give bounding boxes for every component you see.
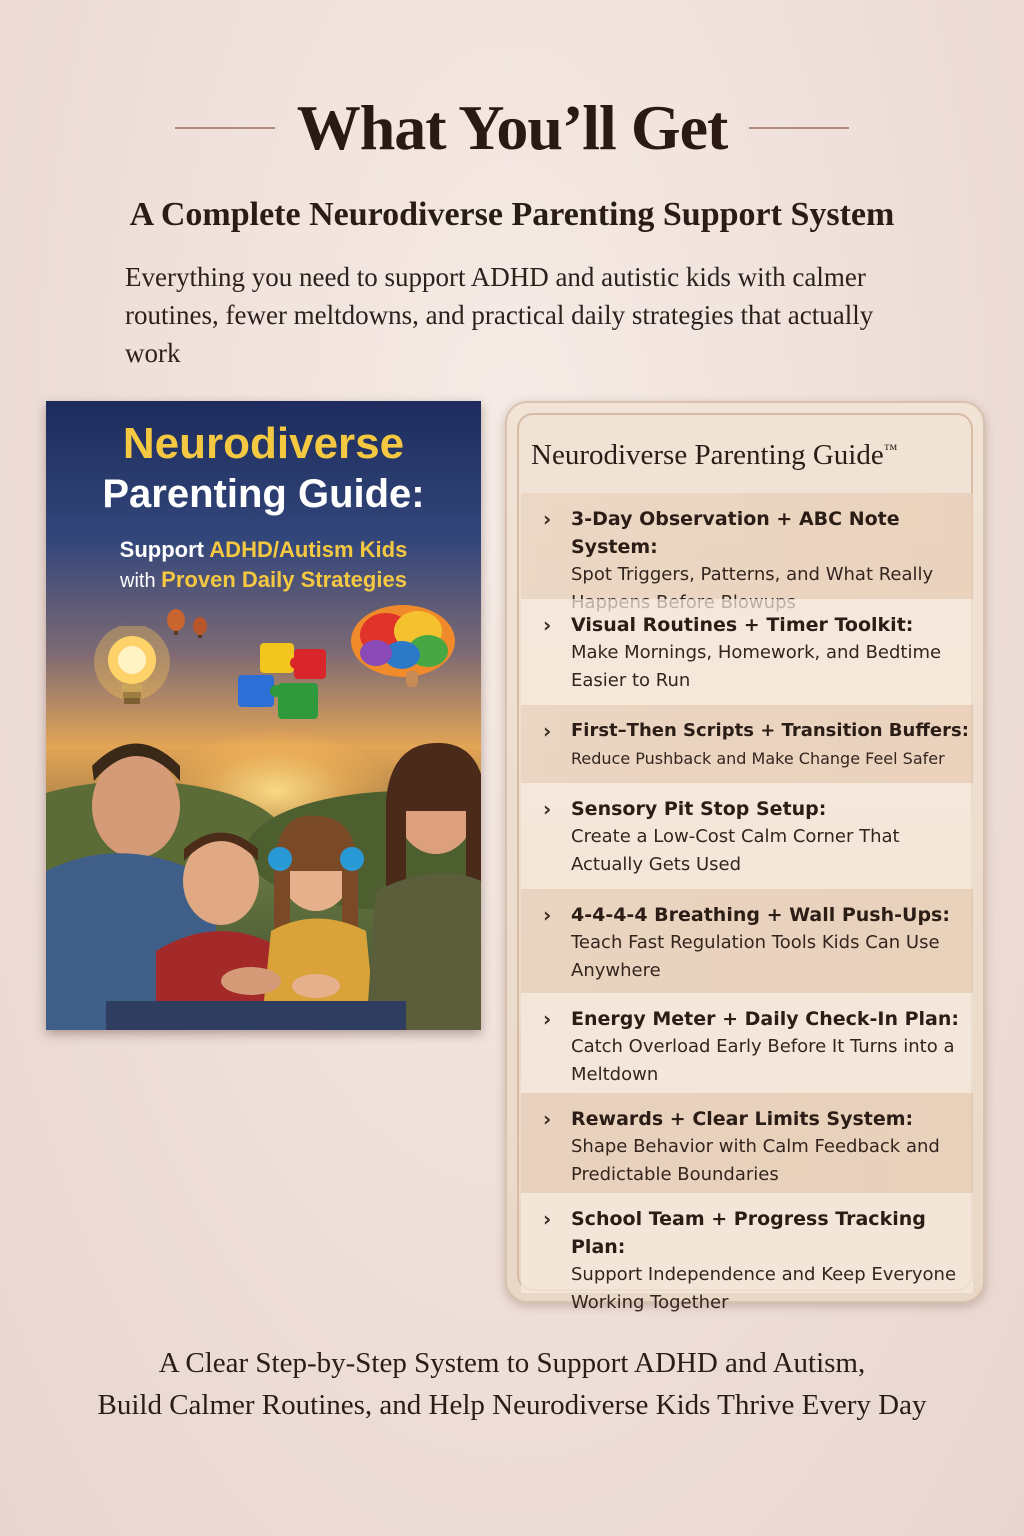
title-divider-left (175, 127, 275, 129)
item-description: Catch Overload Early Before It Turns into a Meltdown (571, 1036, 955, 1085)
cover-sub-part1: Support (119, 537, 210, 562)
item-heading: Energy Meter + Daily Check-In Plan: (571, 1008, 959, 1030)
cover-title-line1: Neurodiverse (122, 419, 405, 468)
card-title-text: Neurodiverse Parenting Guide (531, 439, 884, 471)
page-title: What You’ll Get (296, 92, 728, 163)
lightbulb-icon (92, 626, 172, 718)
item-description: Teach Fast Regulation Tools Kids Can Use Anywhere (571, 932, 940, 981)
rainbow-brain-icon (346, 601, 461, 691)
title-row (0, 78, 1024, 178)
footer-line1: A Clear Step-by-Step System to Support ADHD and Autism, (158, 1347, 866, 1379)
list-item (521, 783, 973, 889)
feature-list (521, 493, 973, 1313)
family-illustration (46, 721, 481, 1030)
item-heading: 4-4-4-4 Breathing + Wall Push-Ups: (571, 904, 950, 926)
list-item (521, 1093, 973, 1193)
item-description: Spot Triggers, Patterns, and What Really (571, 564, 934, 585)
chevron-right-icon: › (543, 1207, 552, 1231)
hot-air-balloons-icon (164, 606, 224, 646)
list-item (521, 1193, 973, 1313)
cover-title-line2: Parenting Guide: (102, 472, 425, 516)
list-item (521, 889, 973, 993)
puzzle-pieces-icon (234, 639, 344, 734)
card-title (531, 439, 971, 472)
list-item (521, 705, 973, 783)
item-heading: Rewards + Clear Limits System: (571, 1108, 914, 1130)
chevron-right-icon: › (543, 1007, 552, 1031)
cover-sub-part4: Proven Daily Strategies (161, 567, 407, 592)
trademark-mark: ™ (883, 442, 898, 458)
chevron-right-icon: › (543, 903, 552, 927)
cover-sub-part2: ADHD/Autism Kids (209, 537, 408, 562)
item-description: Reduce Pushback and Make Change Feel Safer (571, 749, 945, 768)
item-description: Create a Low-Cost Calm Corner That Actually Gets Used (571, 826, 900, 875)
chevron-right-icon: › (543, 613, 552, 637)
chevron-right-icon: › (543, 797, 552, 821)
cover-subtitle (46, 535, 481, 596)
item-heading: Visual Routines + Timer Toolkit: (571, 614, 914, 636)
item-description: Shape Behavior with Calm Feedback and Predictable Boundaries (571, 1136, 940, 1185)
item-heading: Sensory Pit Stop Setup: (571, 798, 827, 820)
list-item (521, 493, 973, 599)
page-subtitle: A Complete Neurodiverse Parenting Support System (129, 196, 895, 233)
cover-title (46, 419, 481, 519)
cover-sub-part3: with (120, 570, 162, 592)
item-description: Support Independence and Keep Everyone Working Together (571, 1264, 957, 1313)
item-heading: 3-Day Observation + ABC Note System: (571, 508, 900, 558)
book-cover (46, 401, 481, 1030)
chevron-right-icon: › (543, 507, 552, 531)
item-description: Make Mornings, Homework, and Bedtime Easier to Run (571, 642, 942, 691)
footer-tagline (0, 1342, 1024, 1426)
list-item (521, 599, 973, 705)
title-divider-right (749, 127, 849, 129)
contents-card (505, 401, 985, 1313)
item-heading: First–Then Scripts + Transition Buffers: (571, 720, 969, 741)
list-item (521, 993, 973, 1093)
chevron-right-icon: › (543, 719, 552, 743)
chevron-right-icon: › (543, 1107, 552, 1131)
item-heading: School Team + Progress Tracking Plan: (571, 1208, 926, 1258)
intro-text: Everything you need to support ADHD and autistic kids with calmer routines, fewer meltdowns, and practical daily strategies that actually work (125, 262, 874, 368)
footer-line2: Build Calmer Routines, and Help Neurodiverse Kids Thrive Every Day (97, 1389, 927, 1421)
